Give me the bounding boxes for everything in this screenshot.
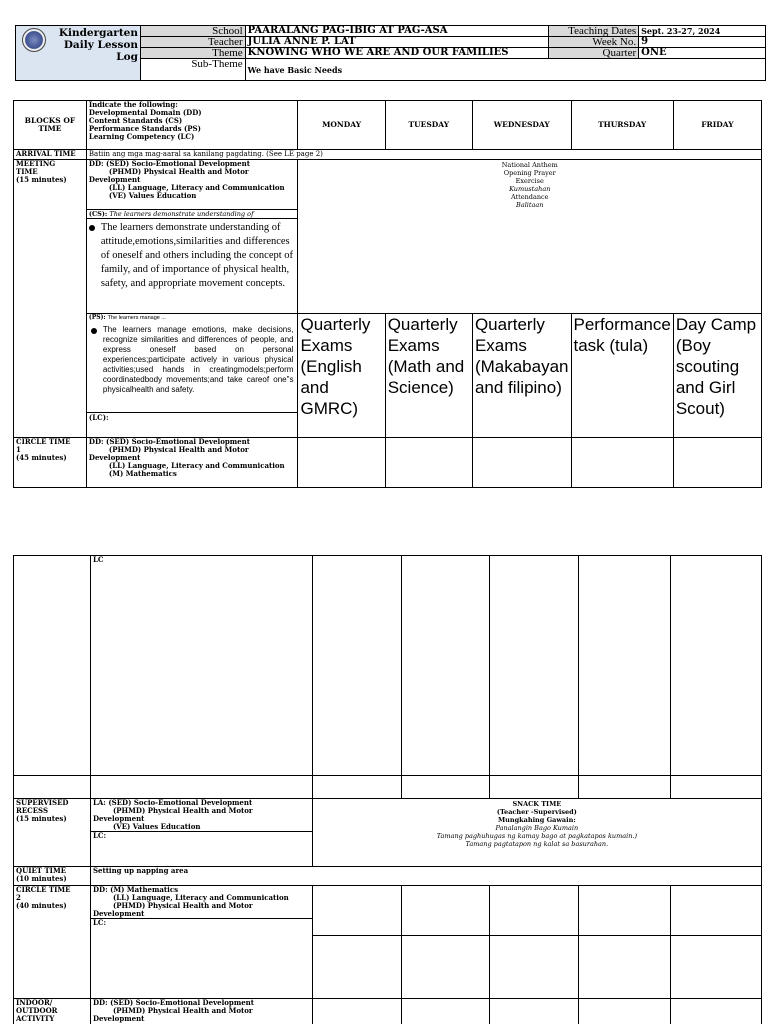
day-header-friday: FRIDAY: [673, 101, 761, 150]
recess-dd: [90, 799, 312, 867]
dd-line: Development: [88, 453, 141, 462]
activity-line: Opening Prayer: [503, 169, 556, 177]
blank-wednesday: [490, 776, 579, 799]
friday-camp: Day Camp (Boy scouting and Girl Scout): [673, 314, 761, 438]
deped-seal-icon: [22, 28, 46, 52]
teacher-label: Teacher: [140, 37, 245, 48]
quarter-label: Quarter: [549, 48, 639, 59]
day-header-thursday: THURSDAY: [571, 101, 673, 150]
dd-line: Development: [92, 1014, 145, 1023]
dd-line: LA: (SED) Socio-Emotional Development: [92, 798, 253, 807]
indicate-header: [86, 101, 298, 150]
arrival-time-label: ARRIVAL TIME: [14, 150, 87, 160]
theme-value: KNOWING WHO WE ARE AND OUR FAMILIES: [245, 48, 549, 59]
blank-monday: [312, 776, 401, 799]
indicate-line: Developmental Domain (DD): [88, 108, 202, 117]
indoor-monday: [312, 999, 401, 1024]
header-table: [15, 25, 766, 81]
supervised-recess-label: [14, 799, 91, 867]
circle2b-tuesday: [401, 936, 490, 999]
indoor-outdoor-label: [14, 999, 91, 1024]
snack-line: Tamang pagtatapon ng kalat sa basurahan.: [465, 840, 609, 848]
circle1-wednesday: [472, 438, 571, 488]
lc-cell: LC: [90, 556, 312, 776]
dd-line: DD: (SED) Socio-Emotional Development: [92, 998, 255, 1007]
circle1-thursday: [571, 438, 673, 488]
circle1-monday: [298, 438, 385, 488]
lc-time-cell: [14, 556, 91, 776]
lc-thursday: [579, 556, 671, 776]
circle-time2-label: [14, 886, 91, 999]
indoor-line: OUTDOOR: [16, 1006, 58, 1015]
blank-tuesday: [401, 776, 490, 799]
indicate-line: Content Standards (CS): [88, 116, 183, 125]
dd-line: DD: (SED) Socio-Emotional Development: [88, 159, 250, 168]
snack-line: Panalangin Bago Kumain: [495, 824, 579, 832]
circle2-friday: [671, 886, 762, 936]
quiet-time-text: Setting up napping area: [90, 867, 761, 886]
title-line2: Daily Lesson Log: [63, 39, 138, 63]
circle-time1-dd: [86, 438, 298, 488]
dd-line: DD: (M) Mathematics: [92, 885, 179, 894]
activity-line: Balitaan: [516, 201, 544, 209]
indicate-line: Learning Competency (LC): [88, 132, 195, 141]
circle2-lc: LC:: [91, 918, 312, 927]
dd-line: (PHMD) Physical Health and Motor: [112, 901, 253, 910]
meeting-activities: [298, 160, 762, 314]
circle-time2-dd: [90, 886, 312, 999]
thursday-task: Performance task (tula): [571, 314, 673, 438]
meeting-time-line: TIME: [16, 167, 38, 176]
meeting-time-label: [14, 160, 87, 438]
recess-line: SUPERVISED: [16, 798, 69, 807]
document-title: [50, 27, 138, 63]
wednesday-exam: Quarterly Exams (Makabayan and filipino): [472, 314, 571, 438]
blank-thursday: [579, 776, 671, 799]
indoor-line: INDOOR/: [16, 998, 53, 1007]
dd-line: (M) Mathematics: [108, 469, 177, 478]
blank-friday: [671, 776, 762, 799]
cs-intro: The learners demonstrate understanding of: [109, 210, 254, 218]
dd-line: (LL) Language, Literacy and Communication: [108, 183, 285, 192]
indoor-dd: [90, 999, 312, 1024]
lesson-table-page2: [13, 555, 762, 1024]
lc-label: (LC):: [88, 413, 109, 422]
week-label: Week No.: [549, 37, 639, 48]
circle2-line: (40 minutes): [16, 901, 67, 910]
subtheme-label: Sub-Theme: [140, 59, 245, 81]
circle2-line: CIRCLE TIME: [16, 885, 71, 894]
circle2b-friday: [671, 936, 762, 999]
week-value: 9: [639, 37, 766, 48]
monday-exam: Quarterly Exams (English and GMRC): [298, 314, 385, 438]
title-line1: Kindergarten: [58, 27, 138, 39]
snack-line: (Teacher -Supervised): [496, 808, 577, 816]
day-header-wednesday: WEDNESDAY: [472, 101, 571, 150]
circle2b-monday: [312, 936, 401, 999]
ps-label: (PS):: [88, 314, 106, 321]
recess-lc: LC:: [91, 831, 312, 840]
dates-value: Sept. 23-27, 2024: [639, 26, 766, 37]
quarter-value: ONE: [639, 48, 766, 59]
day-header-monday: MONDAY: [298, 101, 385, 150]
recess-line: RECESS: [16, 806, 49, 815]
indoor-line: ACTIVITY: [16, 1014, 55, 1023]
dd-line: (PHMD) Physical Health and Motor: [108, 167, 249, 176]
indicate-line: Performance Standards (PS): [88, 124, 201, 133]
dd-line: Development: [88, 175, 141, 184]
dd-line: DD: (SED) Socio-Emotional Development: [88, 437, 250, 446]
teacher-value: JULIA ANNE P. LAT: [245, 37, 549, 48]
circle1-line: 1: [16, 445, 21, 454]
school-label: School: [140, 26, 245, 37]
quiet-time-label: [14, 867, 91, 886]
activity-line: Exercise: [515, 177, 544, 185]
circle-time1-label: [14, 438, 87, 488]
quiet-line: QUIET TIME: [16, 866, 67, 875]
lc-wednesday: [490, 556, 579, 776]
dd-line: (PHMD) Physical Health and Motor: [108, 445, 249, 454]
lesson-table-page1: [13, 100, 762, 488]
blocks-of-time-header: BLOCKS OF TIME: [14, 101, 87, 150]
indoor-thursday: [579, 999, 671, 1024]
dd-line: (LL) Language, Literacy and Communication: [108, 461, 285, 470]
circle2b-thursday: [579, 936, 671, 999]
snack-line: SNACK TIME: [512, 800, 562, 808]
activity-line: National Anthem: [501, 161, 558, 169]
theme-label: Theme: [140, 48, 245, 59]
dd-line: (LL) Language, Literacy and Communication: [112, 893, 289, 902]
circle2-thursday: [579, 886, 671, 936]
indoor-tuesday: [401, 999, 490, 1024]
bullet-icon: [91, 328, 97, 334]
bullet-icon: [89, 225, 95, 231]
snack-time-cell: [312, 799, 761, 867]
tuesday-exam: Quarterly Exams (Math and Science): [385, 314, 472, 438]
school-value: PAARALANG PAG-IBIG AT PAG-ASA: [245, 26, 549, 37]
circle1-friday: [673, 438, 761, 488]
indoor-wednesday: [490, 999, 579, 1024]
meeting-time-line: MEETING: [16, 159, 56, 168]
dd-line: (VE) Values Education: [112, 822, 201, 831]
dd-line: (VE) Values Education: [108, 191, 197, 200]
quiet-line: (10 minutes): [16, 874, 67, 883]
blank-time-cell: [14, 776, 91, 799]
ps-intro: The learners manage ...: [107, 315, 166, 321]
snack-line: Tamang paghuhugas ng kamay bago at pagkatapos kumain.): [436, 832, 637, 840]
dates-label: Teaching Dates: [549, 26, 639, 37]
performance-standard-cell: [86, 314, 298, 438]
blank-dd-cell: [90, 776, 312, 799]
cs-label: (CS):: [88, 210, 108, 218]
circle2b-wednesday: [490, 936, 579, 999]
lc-tuesday: [401, 556, 490, 776]
arrival-time-text: Batiin ang mga mag-aaral sa kanilang pagdating. (See LE page 2): [86, 150, 761, 160]
dd-line: Development: [92, 909, 145, 918]
dd-line: Development: [92, 814, 145, 823]
lc-friday: [671, 556, 762, 776]
activity-line: Attendance: [510, 193, 549, 201]
ps-text: The learners manage emotions, make decisions, recognize similarities and differences of people, and express oneself based on personal experiences;participate actively in various physical activities;used hands in creatingmodels;perform coordinatedbody movements;and take careof one"s physicalhealth and safety.: [102, 325, 294, 394]
circle1-tuesday: [385, 438, 472, 488]
circle2-line: 2: [16, 893, 21, 902]
indoor-friday: [671, 999, 762, 1024]
title-block: [16, 26, 141, 81]
circle1-line: (45 minutes): [16, 453, 67, 462]
lc-monday: [312, 556, 401, 776]
indicate-line: Indicate the following:: [88, 100, 178, 109]
circle1-line: CIRCLE TIME: [16, 437, 71, 446]
activity-line: Kumustahan: [509, 185, 551, 193]
content-standard-cell: [86, 210, 298, 314]
meeting-dd: [86, 160, 298, 210]
cs-text: The learners demonstrate understanding of attitude,emotions,similarities and differences of oneself and others including the concept of family, and of importance of physical health, safety, and appropriate movement concepts.: [100, 222, 294, 289]
dd-line: (PHMD) Physical Health and Motor: [112, 1006, 253, 1015]
day-header-tuesday: TUESDAY: [385, 101, 472, 150]
recess-line: (15 minutes): [16, 814, 67, 823]
circle2-monday: [312, 886, 401, 936]
dd-line: (PHMD) Physical Health and Motor: [112, 806, 253, 815]
meeting-time-line: (15 minutes): [16, 175, 67, 184]
circle2-tuesday: [401, 886, 490, 936]
circle2-wednesday: [490, 886, 579, 936]
subtheme-value: We have Basic Needs: [245, 59, 765, 81]
snack-line: Mungkahing Gawain:: [497, 816, 576, 824]
